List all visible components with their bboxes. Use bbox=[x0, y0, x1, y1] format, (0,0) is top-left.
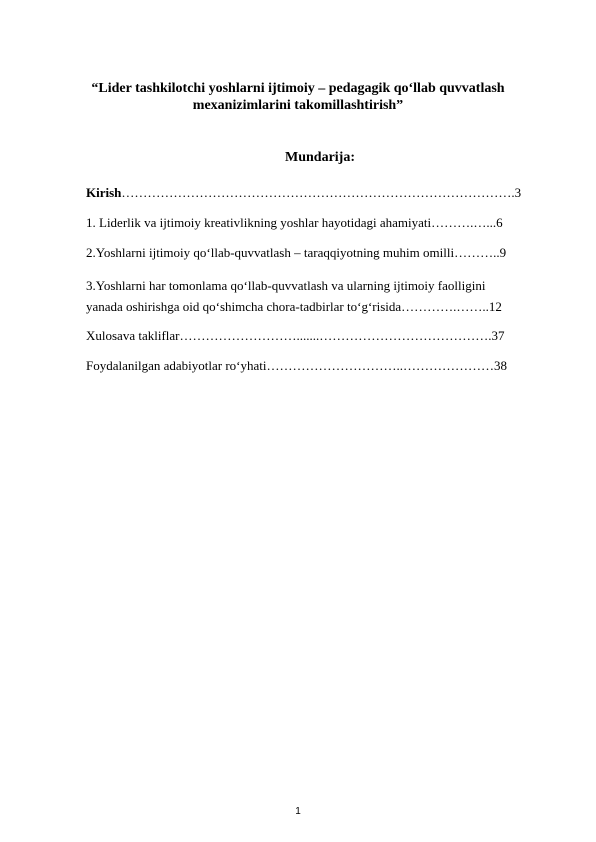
toc-leader: ……….…... bbox=[431, 215, 497, 230]
toc-page-number: 9 bbox=[499, 245, 507, 260]
toc-page-number: 38 bbox=[494, 358, 508, 373]
toc-entry-label: Xulosava takliflar bbox=[86, 328, 180, 343]
document-title bbox=[60, 80, 536, 114]
toc-entry-label: 2.Yoshlarni ijtimoiy qo‘llab-quvvatlash – taraqqiyotning muhim omilli bbox=[86, 245, 455, 260]
toc-entry-1 bbox=[86, 215, 544, 231]
toc-entry-label: Foydalanilgan adabiyotlar ro‘yhati bbox=[86, 358, 267, 373]
toc-leader: ……….. bbox=[454, 245, 500, 260]
toc-page-number: 12 bbox=[488, 299, 502, 314]
toc-entry-kirish bbox=[86, 185, 544, 201]
toc-leader: ………………………………………………………………………………. bbox=[121, 185, 515, 200]
toc-entry-label: 1. Liderlik va ijtimoiy kreativlikning yoshlar hayotidagi ahamiyati bbox=[86, 215, 432, 230]
toc-page-number: 3 bbox=[514, 185, 522, 200]
toc-entry-label-line-1: 3.Yoshlarni har tomonlama qo‘llab-quvvatlash va ularning ijtimoiy faolligini bbox=[86, 278, 486, 293]
page-number: 1 bbox=[295, 806, 301, 817]
title-line-2: mexanizimlarini takomillashtirish” bbox=[192, 98, 404, 113]
toc-entry-xulosa bbox=[86, 328, 544, 344]
toc-entry-2 bbox=[86, 245, 544, 261]
table-of-contents bbox=[86, 185, 544, 388]
contents-heading: Mundarija: bbox=[285, 150, 355, 165]
toc-entry-label-line-2: yanada oshirishga oid qo‘shimcha chora-tadbirlar to‘g‘risida bbox=[86, 299, 402, 314]
toc-leader: ………….…….. bbox=[401, 299, 489, 314]
toc-leader: ……………………….......…………………………………. bbox=[179, 328, 492, 343]
toc-leader: …………………………..………………… bbox=[266, 358, 495, 373]
title-line-1: “Lider tashkilotchi yoshlarni ijtimoiy – pedagagik qo‘llab quvvatlash bbox=[91, 81, 505, 96]
toc-page-number: 6 bbox=[496, 215, 503, 230]
toc-page-number: 37 bbox=[491, 328, 505, 343]
toc-entry-3 bbox=[86, 275, 544, 317]
toc-entry-label: Kirish bbox=[86, 185, 122, 200]
toc-entry-adabiyotlar bbox=[86, 358, 544, 374]
